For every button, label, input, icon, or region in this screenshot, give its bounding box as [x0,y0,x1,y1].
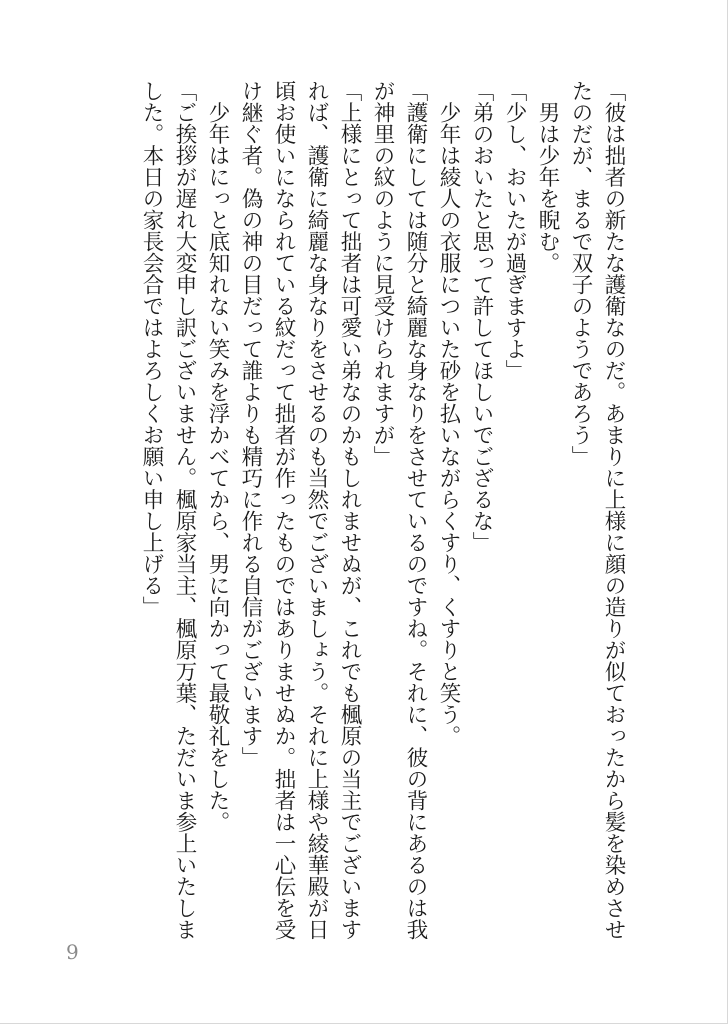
paragraph-1: 「彼は拙者の新たな護衛なのだ。あまりに上様に顔の造りが似ておったから髪を染めさせたのだが、まるで双子のようであろう」 [568,80,626,940]
vertical-body-text [70,80,630,940]
page-number: 9 [66,940,79,964]
paragraph-9: 「ご挨拶が遅れ大変申し訳ございません。楓原家当主、楓原万葉、ただいま参上いたしました。本日の家長会合ではよろしくお願い申し上げる」 [139,80,197,940]
paragraph-7: 「上様にとって拙者は可愛い弟なのかもしれませぬが、これでも楓原の当主でございますれば、護衛に綺麗な身なりをさせるのも当然でございましょう。それに上様や綾華殿が日頃お使いになられている紋だって拙者が作ったものではありませぬか。拙者は一心伝を受け継ぐ者。偽の神の目だって誰よりも精巧に作れる自信がございます」 [238,80,362,940]
paragraph-4: 「弟のおいたと思って許してほしいでござるな」 [469,80,494,553]
paragraph-8: 少年はにっと底知れない笑みを浮かべてから、男に向かって最敬礼をした。 [205,80,230,833]
paragraph-3: 「少し、おいたが過ぎますよ」 [502,80,527,381]
paragraph-6: 「護衛にしては随分と綺麗な身なりをさせているのですね。それに、彼の背にあるのは我が神里の紋のように見受けられますが」 [370,80,428,940]
paragraph-5: 少年は綾人の衣服についた砂を払いながらくすり、くすりと笑う。 [436,80,461,747]
paragraph-2: 男は少年を睨む。 [535,80,560,274]
